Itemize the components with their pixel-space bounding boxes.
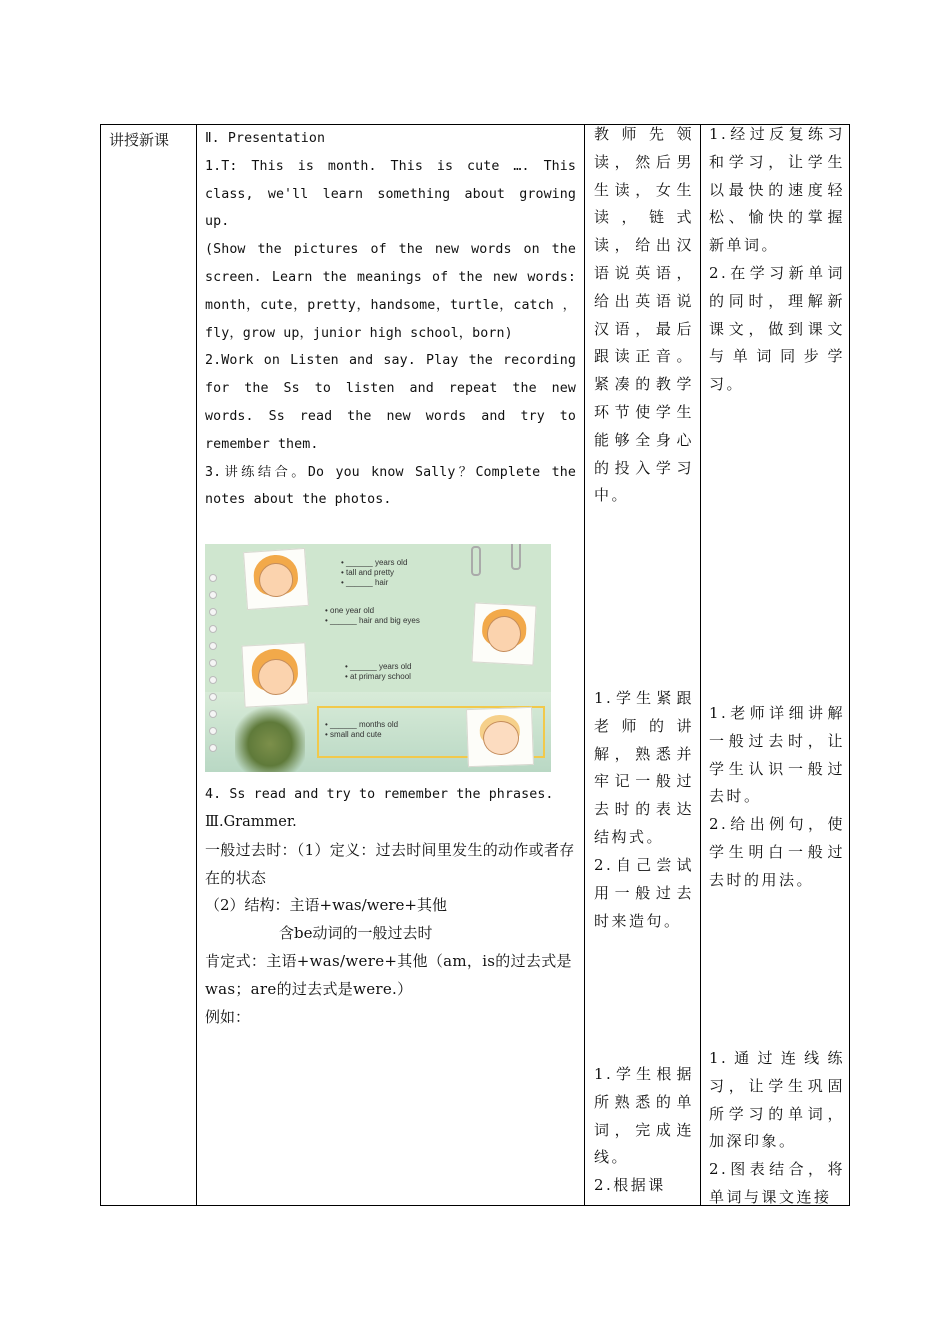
grammar-heading: Ⅲ.Grammer.: [205, 814, 297, 830]
photo-note: • ______ years old • at primary school: [345, 662, 412, 681]
paragraph: 1.T: This is month. This is cute …. This class, we'll learn something about growing up.: [205, 158, 576, 230]
activity-text: 1.学生紧跟老师的讲解，熟悉并牢记一般过去时的表达结构式。: [594, 689, 694, 846]
lesson-table: [100, 124, 850, 1206]
activity-text: 2.根据课: [594, 1176, 666, 1194]
grammar-structure: （2）结构：主语+was/were+其他: [205, 896, 447, 915]
notebook-rings: [209, 574, 217, 761]
grammar-subtitle: 含be动词的一般过去时: [279, 924, 433, 943]
photo-note: • ______ years old • tall and pretty • ______ hair: [341, 558, 408, 587]
activity-text: 教师先领读，然后男生读，女生读，链式读，给出汉语说英语，给出英语说汉语，最后跟读正音。紧凑的教学环节使学生能够全身心的投入学习中。: [594, 125, 694, 505]
design-intent-cell: [701, 125, 851, 1205]
phrases-text: [205, 781, 576, 809]
intent-text: 1.经过反复练习和学习，让学生以最快的速度轻松、愉快的掌握新单词。: [709, 125, 845, 255]
photo-card: [466, 707, 534, 767]
section-label: 讲授新课: [109, 131, 170, 149]
intent-text: 1.通过连线练习，让学生巩固所学习的单词，加深印象。: [709, 1049, 845, 1151]
presentation-heading: Ⅱ. Presentation: [205, 131, 326, 146]
intent-text: 2.图表结合，将单词与课文连接: [709, 1160, 845, 1205]
grammar-section: [205, 809, 578, 1031]
paperclip-icon: [511, 544, 521, 570]
photo-card: [471, 602, 536, 665]
paragraph: 3.讲练结合。Do you know Sally？Complete the notes about the photos.: [205, 464, 576, 508]
grammar-example-label: 例如：: [205, 1007, 251, 1026]
activity-text: 1.学生根据所熟悉的单词，完成连线。: [594, 1065, 694, 1167]
intent-text: 2.给出例句，使学生明白一般过去时的用法。: [709, 815, 845, 889]
plant-decoration: [235, 702, 305, 772]
section-cell: [101, 125, 196, 1205]
grammar-affirmative: 肯定式：主语+was/were+其他（am，is的过去式是was；are的过去式是were.）: [205, 951, 572, 998]
intent-text: 1.老师详细讲解一般过去时，让学生认识一般过去时。: [709, 704, 845, 806]
sally-photos-illustration: [205, 544, 551, 772]
intent-text: 2.在学习新单词的同时，理解新课文，做到课文与单词同步学习。: [709, 264, 845, 394]
grammar-definition: 一般过去时：（1）定义：过去时间里发生的动作或者存在的状态: [205, 840, 575, 887]
student-activity-cell: [585, 125, 700, 1205]
photo-card: [243, 548, 309, 610]
paragraph: 2.Work on Listen and say. Play the recording for the Ss to listen and repeat the new words. Ss read the new words and try to remember them.: [205, 353, 576, 452]
photo-note: • one year old • ______ hair and big eyes: [325, 606, 420, 625]
activity-text: 2.自己尝试用一般过去时来造句。: [594, 856, 694, 930]
paperclip-icon: [471, 546, 481, 576]
paragraph: (Show the pictures of the new words on the screen. Learn the meanings of the new words: month，cute，pretty，handsome，turtle，catch ，fly，grow up，junior high school，born): [205, 242, 576, 341]
photo-note: • ______ months old • small and cute: [325, 720, 399, 739]
photo-card: [241, 642, 308, 707]
presentation-text: [205, 125, 576, 514]
paragraph: 4. Ss read and try to remember the phrases.: [205, 787, 554, 802]
